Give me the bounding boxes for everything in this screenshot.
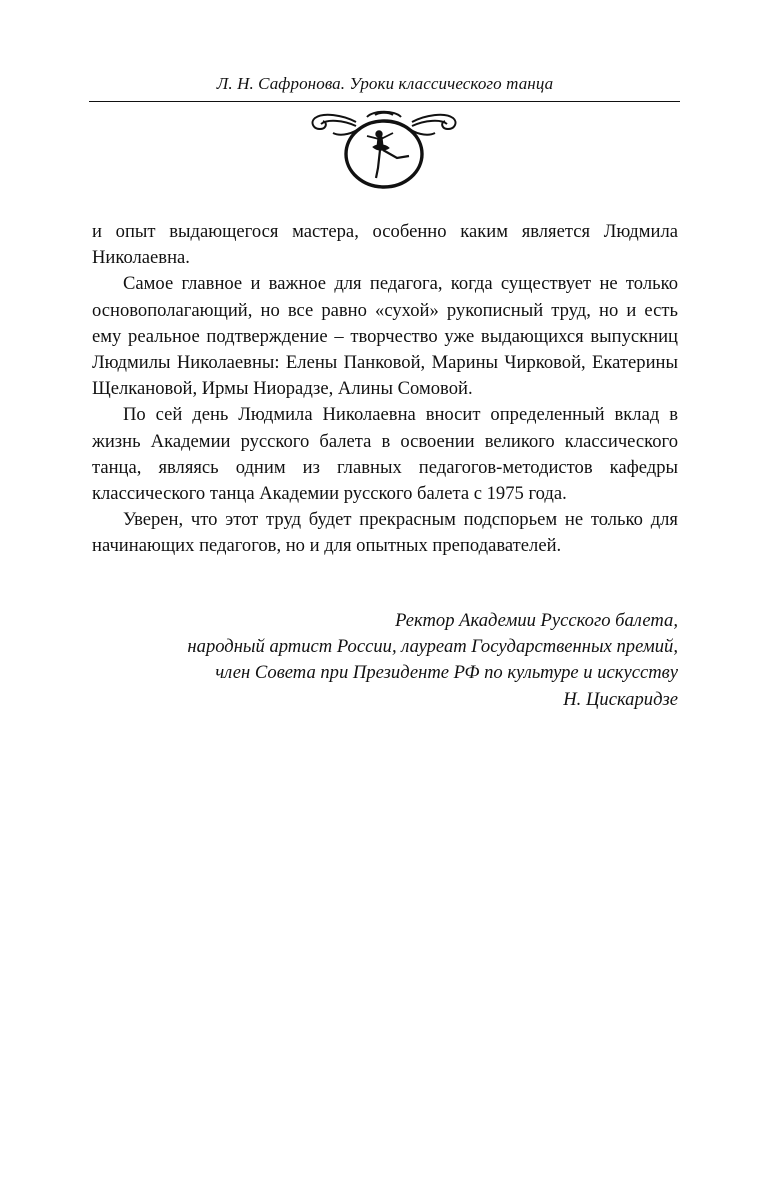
paragraph: Самое главное и важное для педагога, когда существует не только основополагающий, но все равно «сухой» рукописный труд, но и есть ему реальное подтверждение – творчество уже выдающихся выпускниц Людмилы Николаевны: Елены Панковой, Марины Чирковой, Екатерины Щелкановой, Ирмы Ниорадзе, Алины Сомовой. bbox=[92, 273, 678, 400]
body-text bbox=[92, 219, 678, 560]
signature-title-line: член Совета при Президенте РФ по культуре и искусству bbox=[215, 662, 678, 684]
paragraph: и опыт выдающегося мастера, особенно каким является Людмила Николаевна. bbox=[92, 221, 678, 269]
signature-block bbox=[187, 608, 678, 713]
ballerina-ornament-icon bbox=[309, 106, 459, 192]
signature-title-line: Ректор Академии Русского балета, bbox=[395, 610, 678, 631]
signature-title-line: народный артист России, лауреат Государственных премий, bbox=[187, 636, 678, 658]
paragraph: По сей день Людмила Николаевна вносит определенный вклад в жизнь Академии русского балета в освоении великого классического танца, являясь одним из главных педагогов-методистов кафедры классического танца Академии русского балета с 1975 года. bbox=[92, 404, 678, 505]
header-rule bbox=[89, 101, 680, 102]
paragraph: Уверен, что этот труд будет прекрасным подспорьем не только для начинающих педагогов, но и для опытных преподавателей. bbox=[92, 509, 678, 557]
running-title: Л. Н. Сафронова. Уроки классического танца bbox=[216, 74, 554, 93]
signature-name: Н. Цискаридзе bbox=[563, 688, 678, 710]
